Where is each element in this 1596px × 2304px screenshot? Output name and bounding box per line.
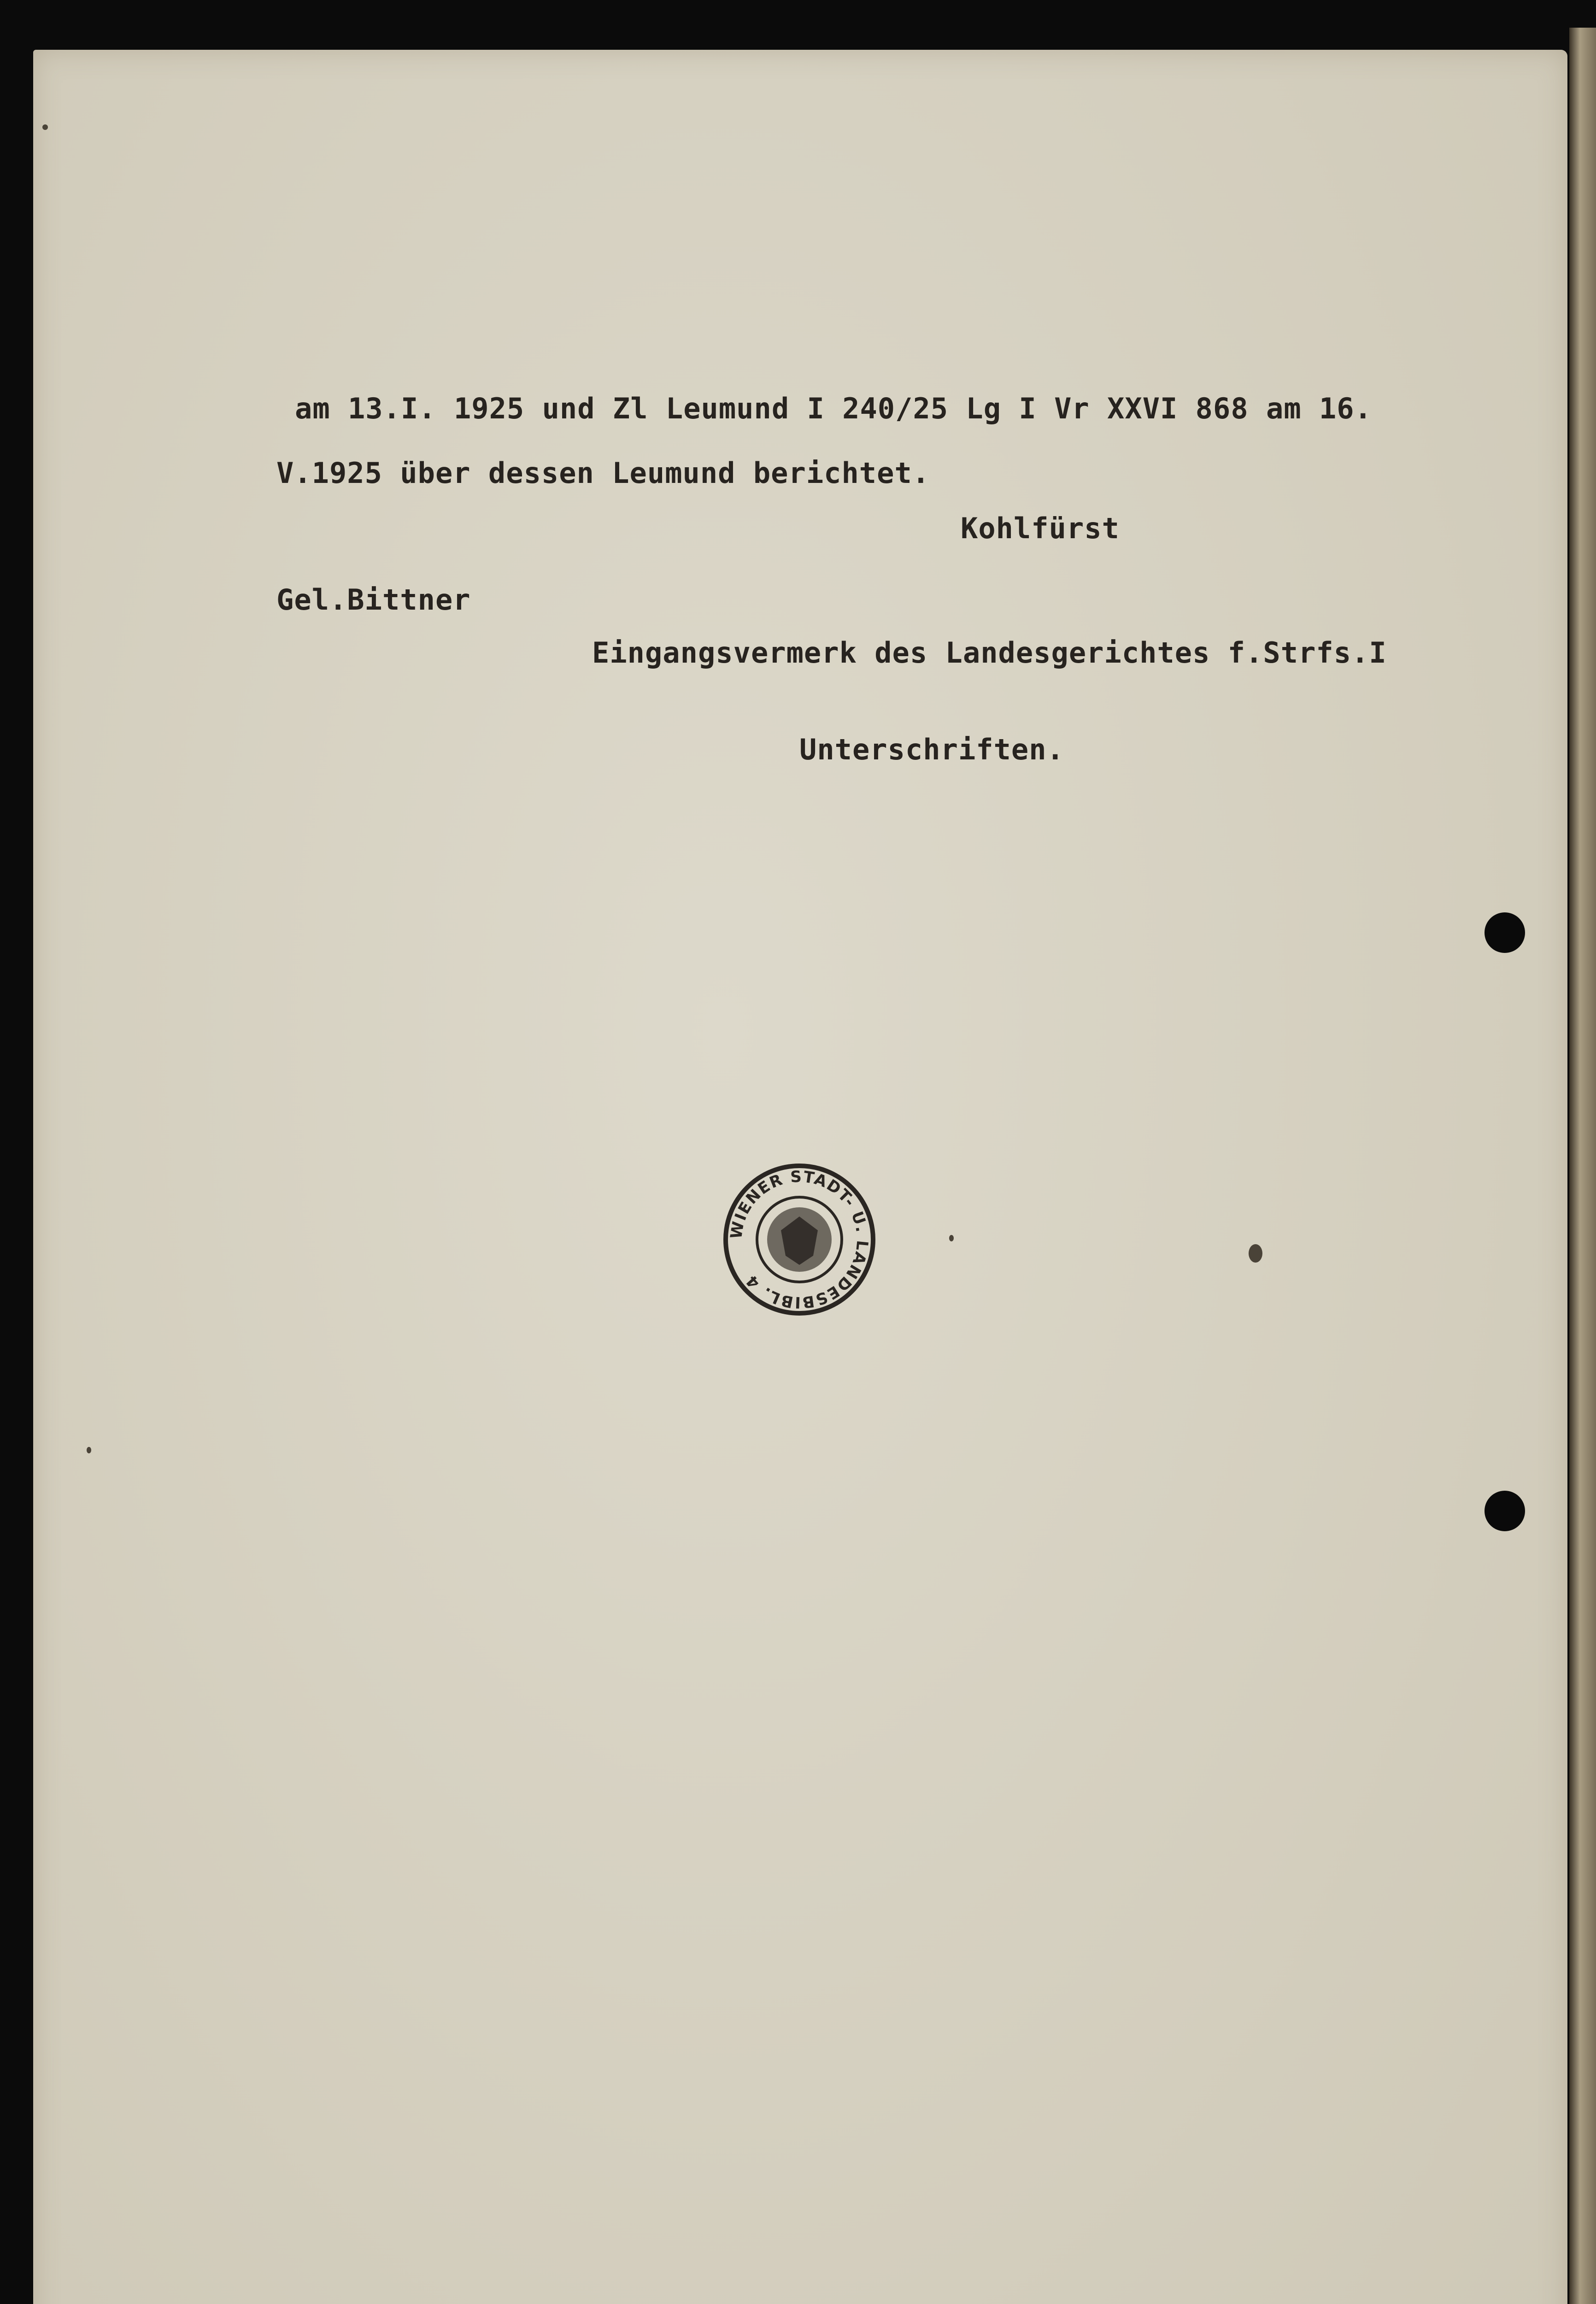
typed-line-1: am 13.I. 1925 und Zl Leumund I 240/25 Lg I Vr XXVI 868 am 16. (295, 392, 1372, 425)
paper-speck (42, 124, 48, 130)
page-edge-strip (1569, 28, 1596, 2304)
stamp-text: WIENER STADT- U. LANDESBIBL. 4 (727, 1167, 872, 1312)
signature-kohlfuerst: Kohlfürst (961, 511, 1120, 545)
eingangsvermerk-line: Eingangsvermerk des Landesgerichtes f.Strfs.I (592, 636, 1387, 670)
punch-hole-bottom (1485, 1491, 1525, 1531)
unterschriften-line: Unterschriften. (799, 733, 1064, 766)
paper-speck (949, 1235, 954, 1241)
gel-bittner: Gel.Bittner (276, 583, 471, 617)
paper-speck (87, 1447, 91, 1453)
punch-hole-top (1485, 912, 1525, 953)
library-stamp (721, 1161, 878, 1318)
paper-speck (1249, 1244, 1262, 1263)
typed-line-2: V.1925 über dessen Leumund berichtet. (276, 456, 930, 490)
